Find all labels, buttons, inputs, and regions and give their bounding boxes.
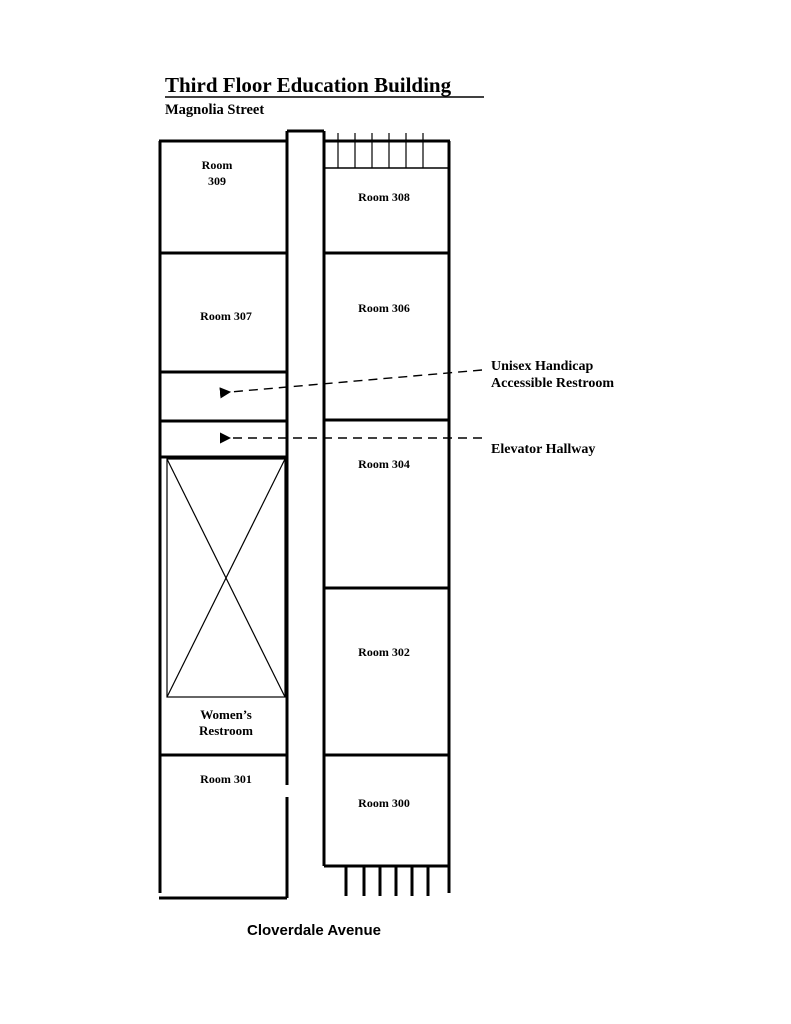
unisex-restroom-label-line1: Unisex Handicap (491, 359, 594, 374)
room-304-label: Room 304 (358, 457, 410, 471)
stairs-bottom (346, 866, 428, 896)
street-label-top: Magnolia Street (165, 102, 265, 118)
room-300-label: Room 300 (358, 796, 410, 810)
unisex-restroom-label-line2: Accessible Restroom (491, 376, 614, 391)
room-308-label: Room 308 (358, 190, 410, 204)
room-302-label: Room 302 (358, 645, 410, 659)
womens-restroom-label-line1: Women’s (200, 707, 252, 722)
page-title: Third Floor Education Building (165, 73, 452, 97)
street-label-bottom: Cloverdale Avenue (247, 922, 381, 939)
room-309-label-line1: Room (201, 158, 233, 172)
open-to-below-area (167, 459, 285, 697)
room-306-label: Room 306 (358, 301, 410, 315)
room-307-label: Room 307 (200, 309, 252, 323)
stairs-top (324, 133, 449, 168)
room-309-label-line2: 309 (208, 174, 226, 188)
womens-restroom-label-line2: Restroom (199, 723, 253, 738)
room-301-label: Room 301 (200, 772, 252, 786)
elevator-hallway-label: Elevator Hallway (491, 442, 596, 457)
